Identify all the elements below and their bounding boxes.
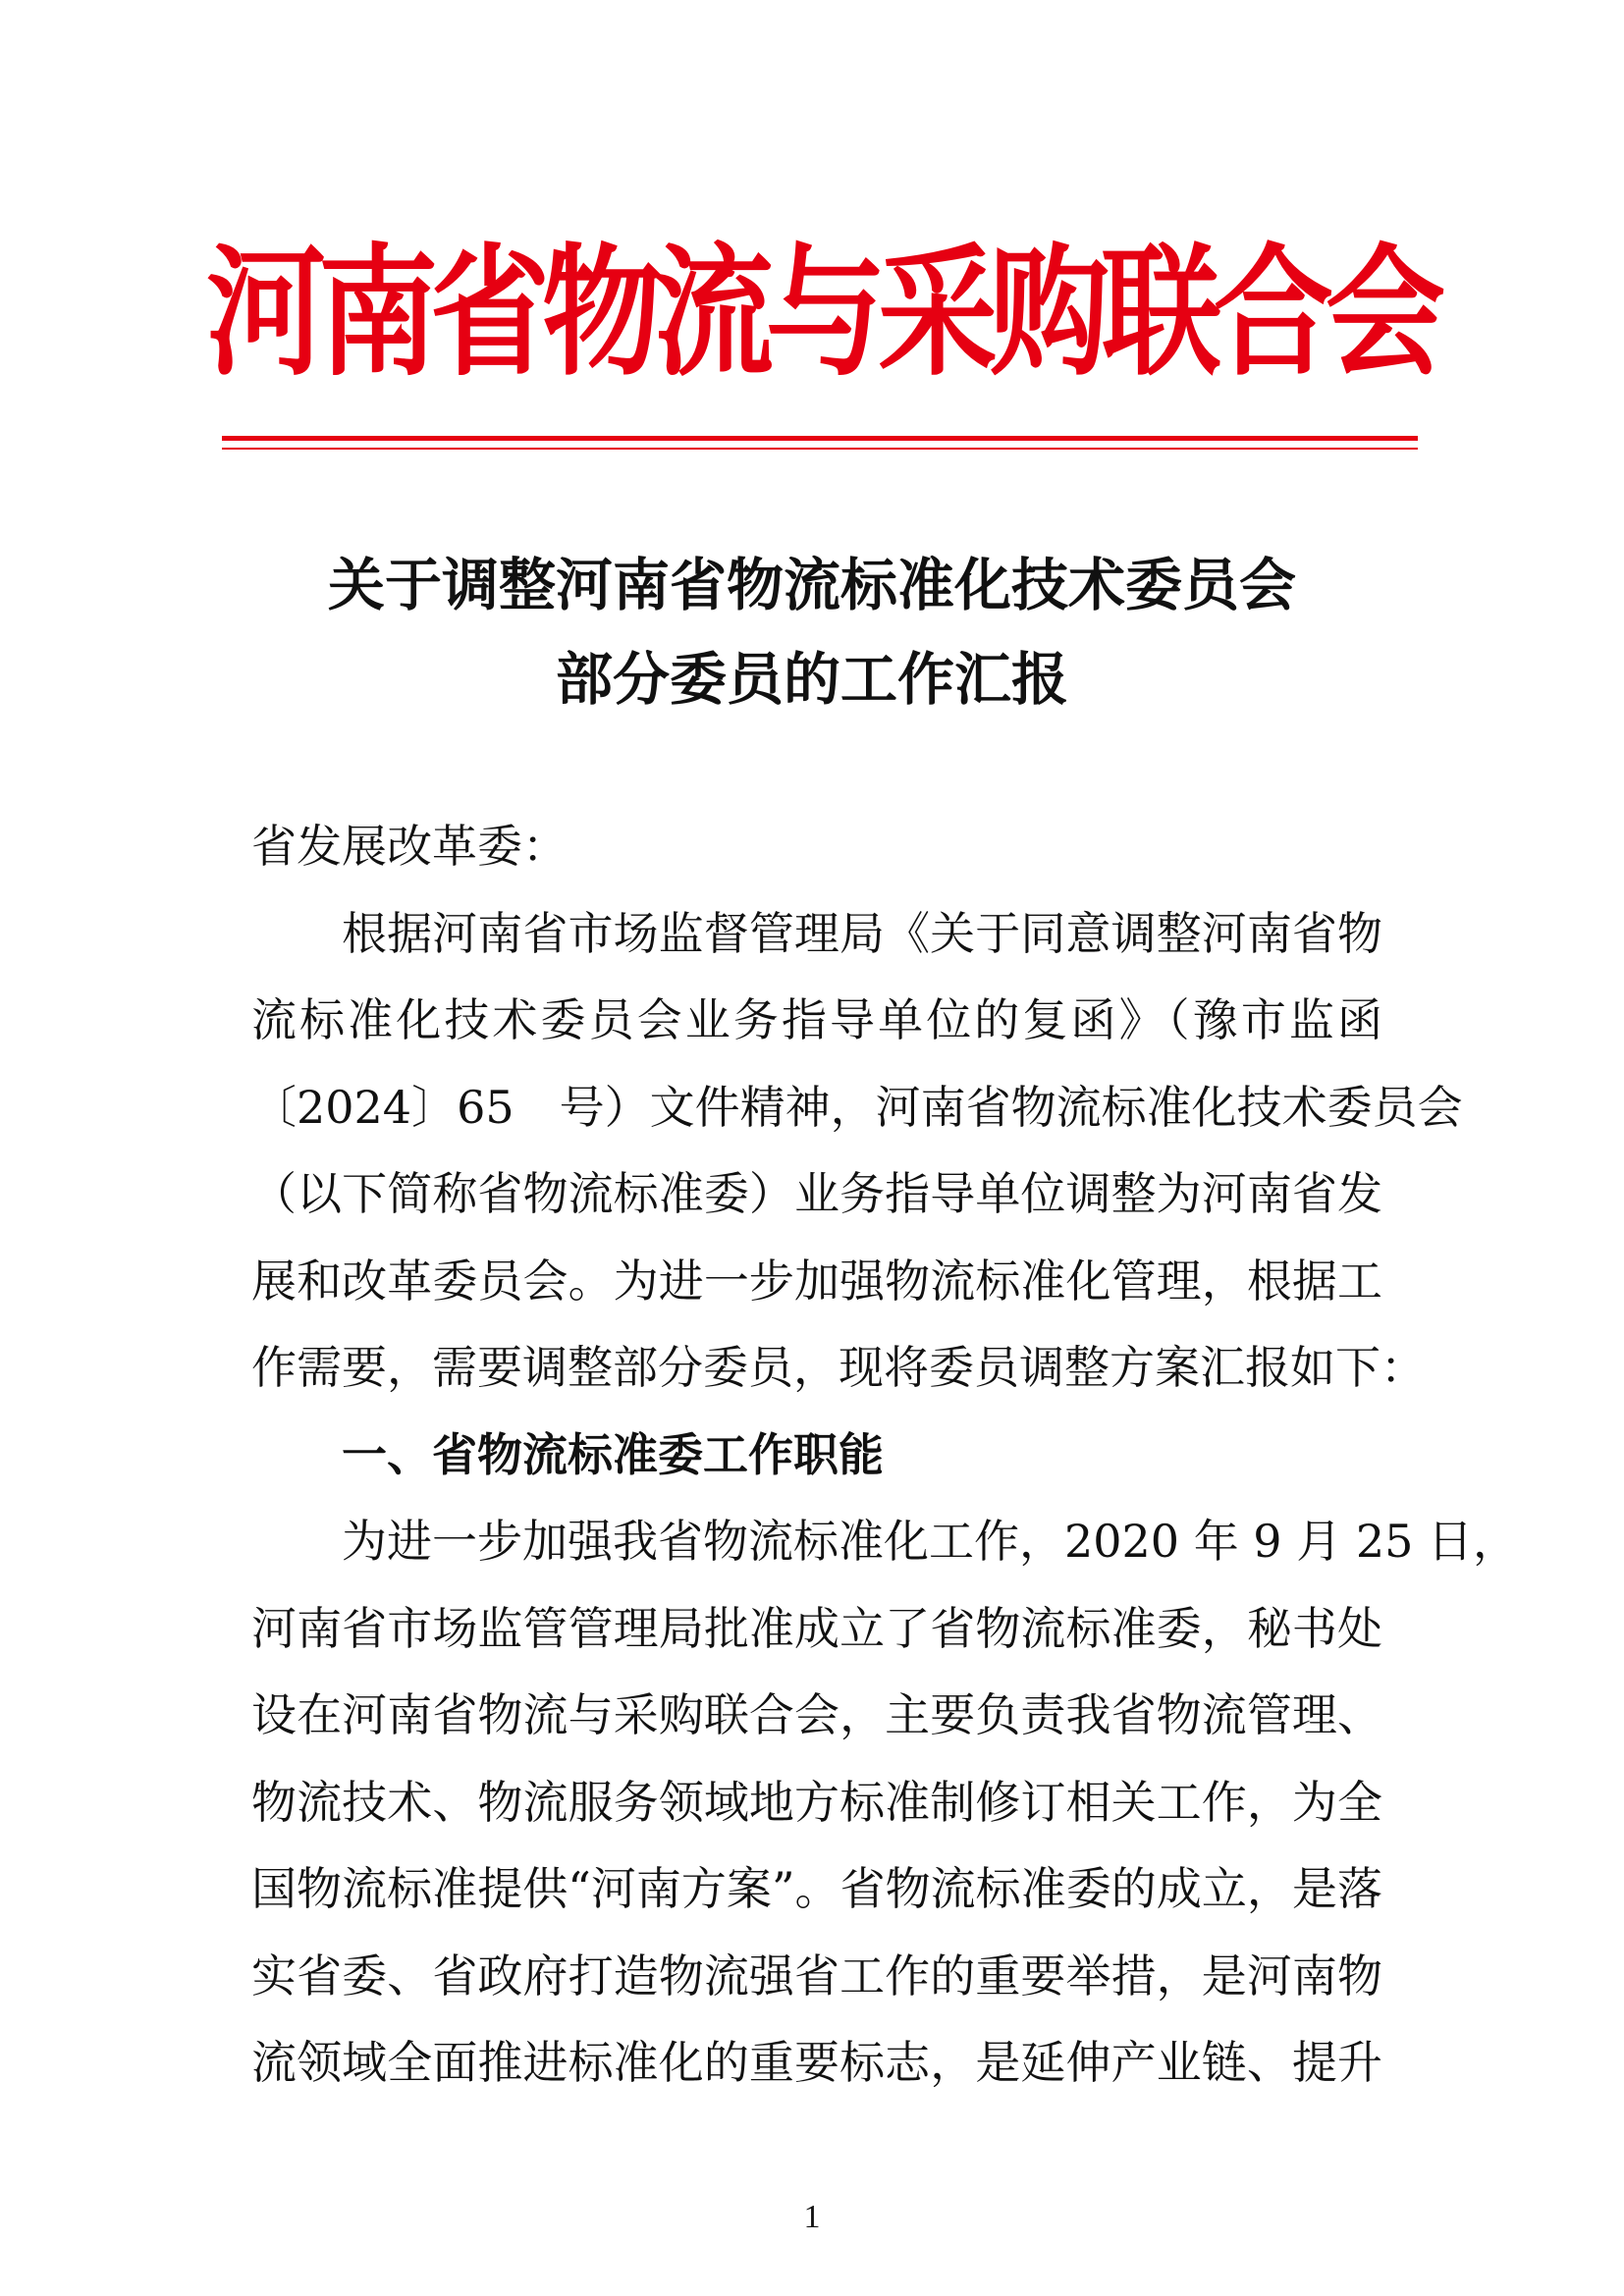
document-body (251, 803, 1518, 2107)
paragraph-2-line: 国物流标准提供“河南方案”。省物流标准委的成立，是落 (251, 1862, 1382, 1915)
paragraph-1-line: 展和改革委员会。为进一步加强物流标准化管理，根据工 (251, 1254, 1382, 1308)
paragraph-1-line: 作需要，需要调整部分委员，现将委员调整方案汇报如下： (251, 1341, 1426, 1394)
page-number: 1 (803, 2199, 821, 2235)
section-1-heading: 一、省物流标准委工作职能 (342, 1427, 884, 1481)
paragraph-1-line: 〔2024〕65 号）文件精神，河南省物流标准化技术委员会 (251, 1080, 1463, 1134)
paragraph-1-line: 流标准化技术委员会业务指导单位的复函》（豫市监函 (251, 993, 1382, 1046)
paragraph-1-line: 根据河南省市场监督管理局《关于同意调整河南省物 (342, 906, 1382, 960)
paragraph-2-line: 物流技术、物流服务领域地方标准制修订相关工作，为全 (251, 1775, 1382, 1829)
org-letterhead-title: 河南省物流与采购联合会 (206, 228, 1437, 396)
paragraph-2-line: 实省委、省政府打造物流强省工作的重要举措，是河南物 (251, 1949, 1382, 2002)
paragraph-1-line: （以下简称省物流标准委）业务指导单位调整为河南省发 (251, 1167, 1382, 1220)
document-title-line-2: 部分委员的工作汇报 (555, 646, 1068, 713)
paragraph-2-line: 河南省市场监管管理局批准成立了省物流标准委，秘书处 (251, 1601, 1382, 1655)
paragraph-2-line: 设在河南省物流与采购联合会，主要负责我省物流管理、 (251, 1688, 1382, 1741)
paragraph-2-line: 为进一步加强我省物流标准化工作，2020 年 9 月 25 日， (342, 1515, 1518, 1568)
letterhead-divider-thick (222, 436, 1418, 441)
salutation: 省发展改革委： (251, 820, 568, 873)
letterhead-divider-thin (222, 448, 1418, 450)
document-title-line-1: 关于调整河南省物流标准化技术委员会 (327, 552, 1296, 618)
document-title (196, 538, 1428, 726)
paragraph-2-line: 流领域全面推进标准化的重要标志，是延伸产业链、提升 (251, 2036, 1382, 2089)
